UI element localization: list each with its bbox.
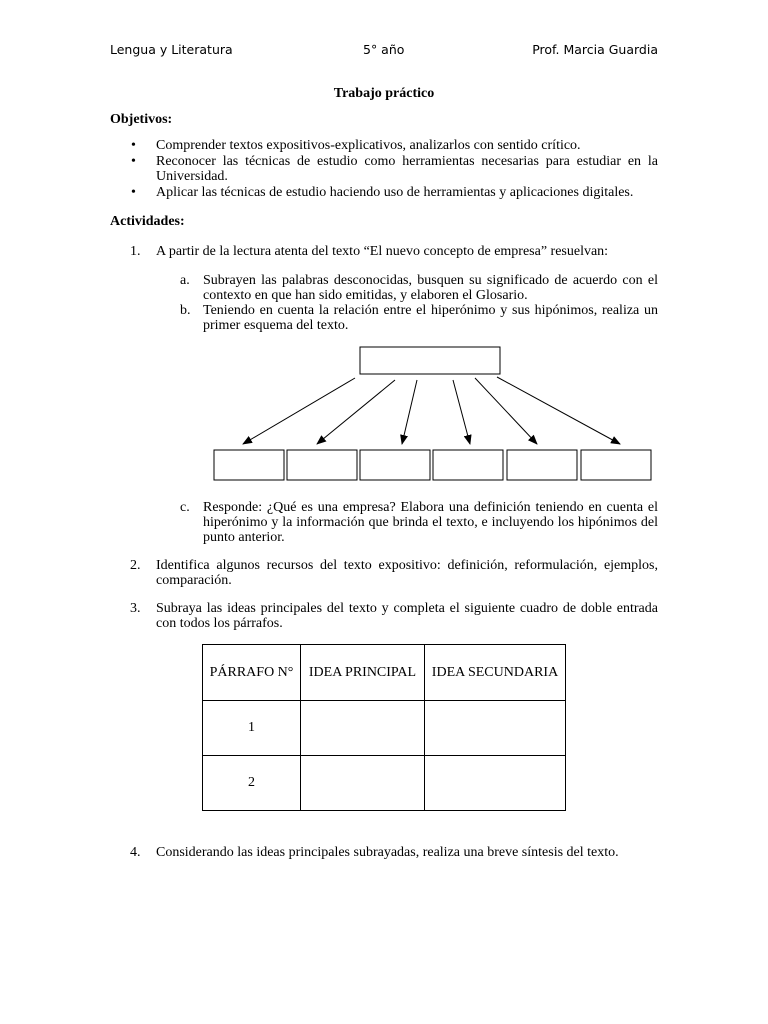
hyponym-box-1 <box>214 450 284 480</box>
activity-number: 2. <box>130 558 141 573</box>
table-cell-main-idea <box>301 756 425 811</box>
header-teacher: Prof. Marcia Guardia <box>532 42 658 57</box>
table-cell-paragraph: 1 <box>203 701 301 756</box>
subitem-text: Responde: ¿Qué es una empresa? Elabora una definición teniendo en cuenta el hiperónimo y la información que brinda el texto, e incluyendo los hipónimos del punto anterior. <box>203 500 658 545</box>
bullet-icon: • <box>131 138 136 153</box>
activity-text: Subraya las ideas principales del texto y completa el siguiente cuadro de doble entrada con todos los párrafos. <box>156 601 658 631</box>
subitem-letter: b. <box>180 303 191 318</box>
objective-item: Comprender textos expositivos-explicativos, analizarlos con sentido crítico. <box>156 138 581 153</box>
activity-number: 4. <box>130 845 141 860</box>
hyponym-box-5 <box>507 450 577 480</box>
hyperonym-diagram <box>205 340 660 488</box>
activities-heading: Actividades: <box>110 214 185 229</box>
table-cell-secondary-idea <box>425 756 566 811</box>
table-cell-paragraph: 2 <box>203 756 301 811</box>
bullet-icon: • <box>131 154 136 169</box>
arrow-to-hyponym-5 <box>475 378 537 444</box>
arrow-to-hyponym-4 <box>453 380 470 444</box>
subitem-text: Teniendo en cuenta la relación entre el hiperónimo y sus hipónimos, realiza un primer esquema del texto. <box>203 303 658 333</box>
hyponym-box-4 <box>433 450 503 480</box>
header-subject: Lengua y Literatura <box>110 42 233 57</box>
table-row <box>203 701 566 756</box>
table-row <box>203 756 566 811</box>
arrow-to-hyponym-6 <box>497 377 620 444</box>
hyperonym-box <box>360 347 500 374</box>
table-cell-main-idea <box>301 701 425 756</box>
objective-item: Aplicar las técnicas de estudio haciendo uso de herramientas y aplicaciones digitales. <box>156 185 634 200</box>
subitem-letter: a. <box>180 273 190 288</box>
activity-number: 3. <box>130 601 141 616</box>
activity-text: A partir de la lectura atenta del texto “El nuevo concepto de empresa” resuelvan: <box>156 244 609 259</box>
bullet-icon: • <box>131 185 136 200</box>
col-header-main-idea: IDEA PRINCIPAL <box>301 645 425 701</box>
hyponym-box-3 <box>360 450 430 480</box>
arrow-to-hyponym-1 <box>243 378 355 444</box>
activity-text: Considerando las ideas principales subrayadas, realiza una breve síntesis del texto. <box>156 845 619 860</box>
arrow-to-hyponym-3 <box>402 380 417 444</box>
col-header-secondary-idea: IDEA SECUNDARIA <box>425 645 566 701</box>
objectives-heading: Objetivos: <box>110 112 173 127</box>
table-cell-secondary-idea <box>425 701 566 756</box>
activity-number: 1. <box>130 244 141 259</box>
subitem-text: Subrayen las palabras desconocidas, busquen su significado de acuerdo con el contexto en que han sido emitidas, y elaboren el Glosario. <box>203 273 658 303</box>
arrow-to-hyponym-2 <box>317 380 395 444</box>
col-header-paragraph: PÁRRAFO N° <box>203 645 301 701</box>
page-title: Trabajo práctico <box>333 86 435 101</box>
activity-text: Identifica algunos recursos del texto expositivo: definición, reformulación, ejemplos, comparación. <box>156 558 658 588</box>
paragraph-ideas-table <box>202 644 566 811</box>
hyponym-box-2 <box>287 450 357 480</box>
header-year: 5° año <box>363 42 405 57</box>
subitem-letter: c. <box>180 500 190 515</box>
hyponym-box-6 <box>581 450 651 480</box>
table-header-row <box>203 645 566 701</box>
objective-item: Reconocer las técnicas de estudio como herramientas necesarias para estudiar en la Universidad. <box>156 154 658 184</box>
